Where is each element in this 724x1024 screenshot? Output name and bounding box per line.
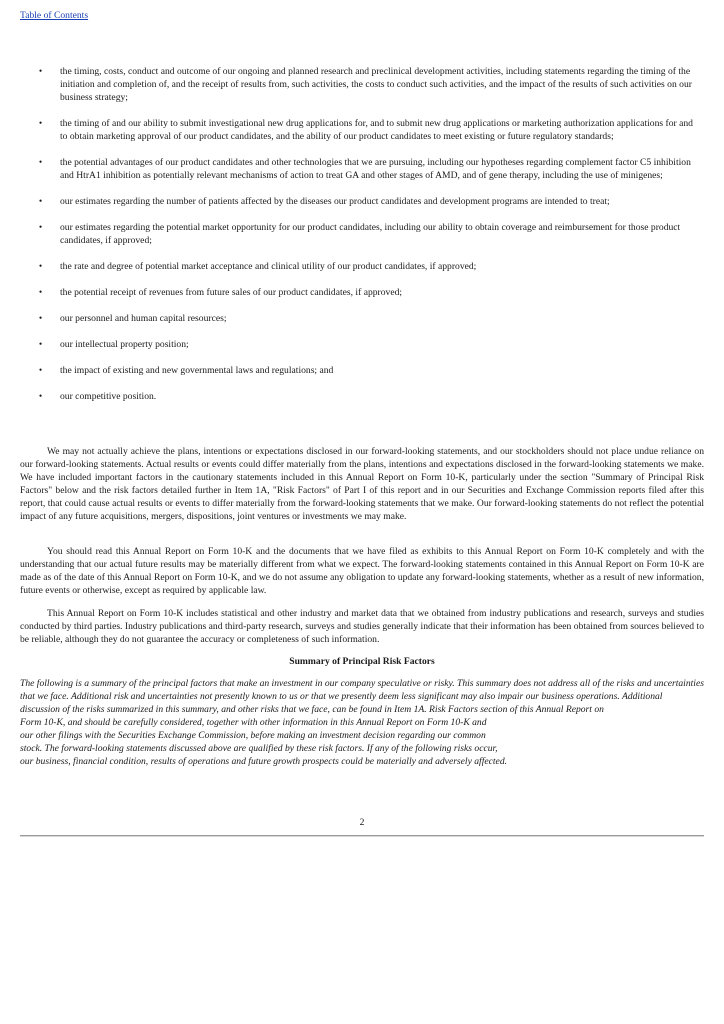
list-item	[20, 117, 704, 143]
section-heading: Summary of Principal Risk Factors	[289, 656, 435, 667]
list-item	[20, 195, 704, 208]
list-item-text: the timing of and our ability to submit investigational new drug applications for, and to submit new drug applications or marketing authorization applications for and to obtain marketing approval of our product candidates, and the ability of our product candidates to meet existing or future regulatory standards;	[60, 118, 693, 142]
paragraph-industry-data	[20, 607, 704, 646]
list-item	[20, 221, 704, 247]
list-item	[20, 390, 704, 403]
bullet-icon: •	[38, 287, 43, 298]
summary-line: stock. The forward-looking statements discussed above are qualified by these risk factors. If any of the following risks occur,	[20, 743, 498, 754]
list-item-text: our intellectual property position;	[60, 339, 189, 350]
paragraph-text: You should read this Annual Report on Form 10-K and the documents that we have filed as exhibits to this Annual Report on Form 10-K completely and with the understanding that our actual future results may be materially different from what we expect. The forward-looking statements contained in this Annual Report on Form 10-K are made as of the date of this Annual Report on Form 10-K, and we do not assume any obligation to update any forward-looking statements, whether as a result of new information, future events or otherwise, except as required by applicable law.	[20, 546, 704, 596]
paragraph-forward-looking-reliance	[20, 445, 704, 523]
list-item-text: the rate and degree of potential market acceptance and clinical utility of our product candidates, if approved;	[60, 261, 477, 272]
list-item-text: our personnel and human capital resources;	[60, 313, 227, 324]
list-item	[20, 312, 704, 325]
paragraph-text: This Annual Report on Form 10-K includes statistical and other industry and market data that we obtained from industry publications and research, surveys and studies conducted by third parties. Industry publications and third-party research, surveys and studies generally indicate that their information has been obtained from sources believed to be reliable, although they do not guarantee the accuracy or completeness of such information.	[20, 608, 704, 645]
bullet-icon: •	[38, 391, 43, 402]
risk-summary-text	[20, 677, 704, 768]
bullet-icon: •	[38, 261, 43, 272]
bullet-icon: •	[38, 66, 43, 77]
bullet-icon: •	[38, 222, 43, 233]
list-item	[20, 338, 704, 351]
page-number: 2	[359, 817, 365, 828]
bullet-icon: •	[38, 157, 43, 168]
list-item-text: the potential receipt of revenues from future sales of our product candidates, if approved;	[60, 287, 403, 298]
bullet-icon: •	[38, 313, 43, 324]
list-item-text: our estimates regarding the potential market opportunity for our product candidates, including our ability to obtain coverage and reimbursement for those product candidates, if approved;	[60, 222, 681, 246]
bullet-icon: •	[38, 118, 43, 129]
list-item-text: the timing, costs, conduct and outcome of our ongoing and planned research and preclinical development activities, including statements regarding the timing of the initiation and completion of, and the receipt of results from, such activities, the costs to conduct such activities, and the impact of the results of such activities on our business strategy;	[60, 66, 692, 103]
bullet-icon: •	[38, 365, 43, 376]
list-item	[20, 364, 704, 377]
list-item	[20, 156, 704, 182]
list-item-text: the impact of existing and new governmental laws and regulations; and	[60, 365, 334, 376]
summary-line: our other filings with the Securities Exchange Commission, before making an investment decision regarding our common	[20, 730, 486, 741]
list-item	[20, 65, 704, 104]
paragraph-text: We may not actually achieve the plans, intentions or expectations disclosed in our forward-looking statements, and our stockholders should not place undue reliance on our forward-looking statements. Actual results or events could differ materially from the plans, intentions and expectations disclosed in the forward-looking statements we make. We have included important factors in the cautionary statements included in this Annual Report on Form 10-K, particularly under the section "Summary of Principal Risk Factors" below and the risk factors detailed further in Item 1A, "Risk Factors" of Part I of this report and in our Securities and Exchange Commission reports filed after this report, that could cause actual results or events to differ materially from the forward-looking statements that we make. Our forward-looking statements do not reflect the potential impact of any future acquisitions, mergers, dispositions, joint ventures or investments we may make.	[20, 446, 704, 522]
list-item	[20, 260, 704, 273]
list-item-text: our competitive position.	[60, 391, 157, 402]
forward-looking-bullet-list	[20, 65, 704, 416]
bullet-icon: •	[38, 196, 43, 207]
list-item-text: our estimates regarding the number of patients affected by the diseases our product candidates and development programs are intended to treat;	[60, 196, 610, 207]
summary-line: Form 10-K, and should be carefully considered, together with other information in this Annual Report on Form 10-K and	[20, 717, 487, 728]
page-divider	[20, 835, 704, 837]
bullet-icon: •	[38, 339, 43, 350]
paragraph-read-annual-report	[20, 545, 704, 597]
summary-line: The following is a summary of the principal factors that make an investment in our company speculative or risky. This summary does not address all of the risks and uncertainties that we face. Additional risk and uncertainties not presently known to us or that we presently deem less significant may also impair our business operations. Additional discussion of the risks summarized in this summary, and other risks that we face, can be found in Item 1A. Risk Factors section of this Annual Report on	[20, 678, 704, 715]
list-item-text: the potential advantages of our product candidates and other technologies that we are pursuing, including our hypotheses regarding complement factor C5 inhibition and HtrA1 inhibition as potentially relevant mechanisms of action to treat GA and other stages of AMD, and of gene therapy, including the use of minigenes;	[60, 157, 691, 181]
summary-line: our business, financial condition, results of operations and future growth prospects could be materially and adversely affected.	[20, 756, 508, 767]
table-of-contents-link[interactable]: Table of Contents	[20, 10, 89, 21]
list-item	[20, 286, 704, 299]
